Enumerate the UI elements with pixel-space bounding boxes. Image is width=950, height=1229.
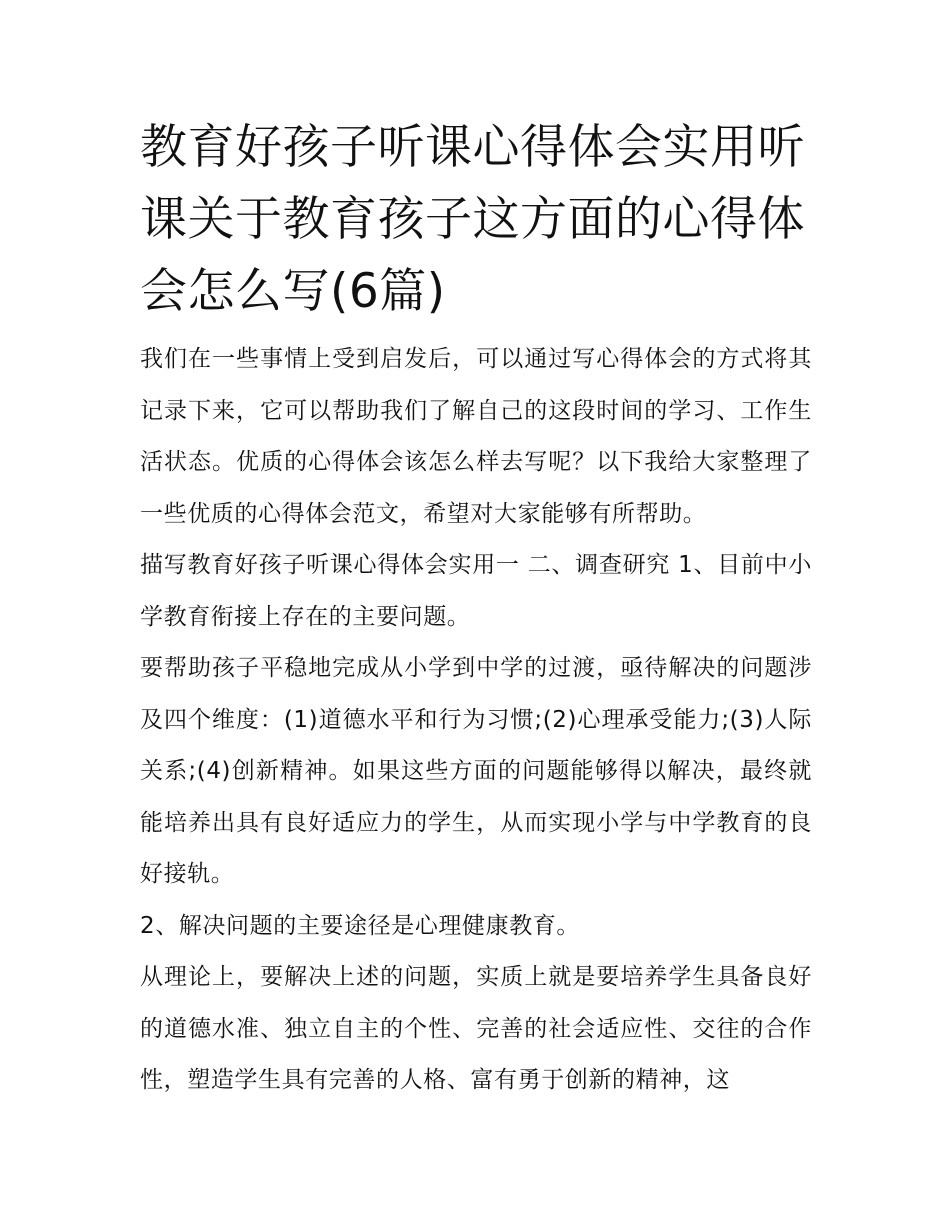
paragraph-theory: 从理论上，要解决上述的问题，实质上就是要培养学生具备良好的道德水准、独立自主的个性、完善的社会适应性、交往的合作性，塑造学生具有完善的人格、富有勇于创新的精神，这 (140, 964, 812, 1093)
paragraph-intro: 我们在一些事情上受到启发后，可以通过写心得体会的方式将其记录下来，它可以帮助我们了解自己的这段时间的学习、工作生活状态。优质的心得体会该怎么样去写呢？以下我给大家整理了一些优质的心得体会范文，希望对大家能够有所帮助。 (140, 346, 812, 527)
paragraph-section-one: 描写教育好孩子听课心得体会实用一 二、调查研究 1、目前中小学教育衔接上存在的主要问题。 (140, 552, 812, 630)
paragraph-four-dimensions: 要帮助孩子平稳地完成从小学到中学的过渡，亟待解决的问题涉及四个维度：(1)道德水平和行为习惯;(2)心理承受能力;(3)人际关系;(4)创新精神。如果这些方面的问题能够得以解决，最终就能培养出具有良好适应力的学生，从而实现小学与中学教育的良好接轨。 (140, 655, 812, 887)
document-page (140, 112, 812, 1107)
document-title: 教育好孩子听课心得体会实用听课关于教育孩子这方面的心得体会怎么写(6篇) (140, 120, 805, 319)
paragraph-main-approach: 2、解决问题的主要途径是心理健康教育。 (140, 912, 581, 939)
